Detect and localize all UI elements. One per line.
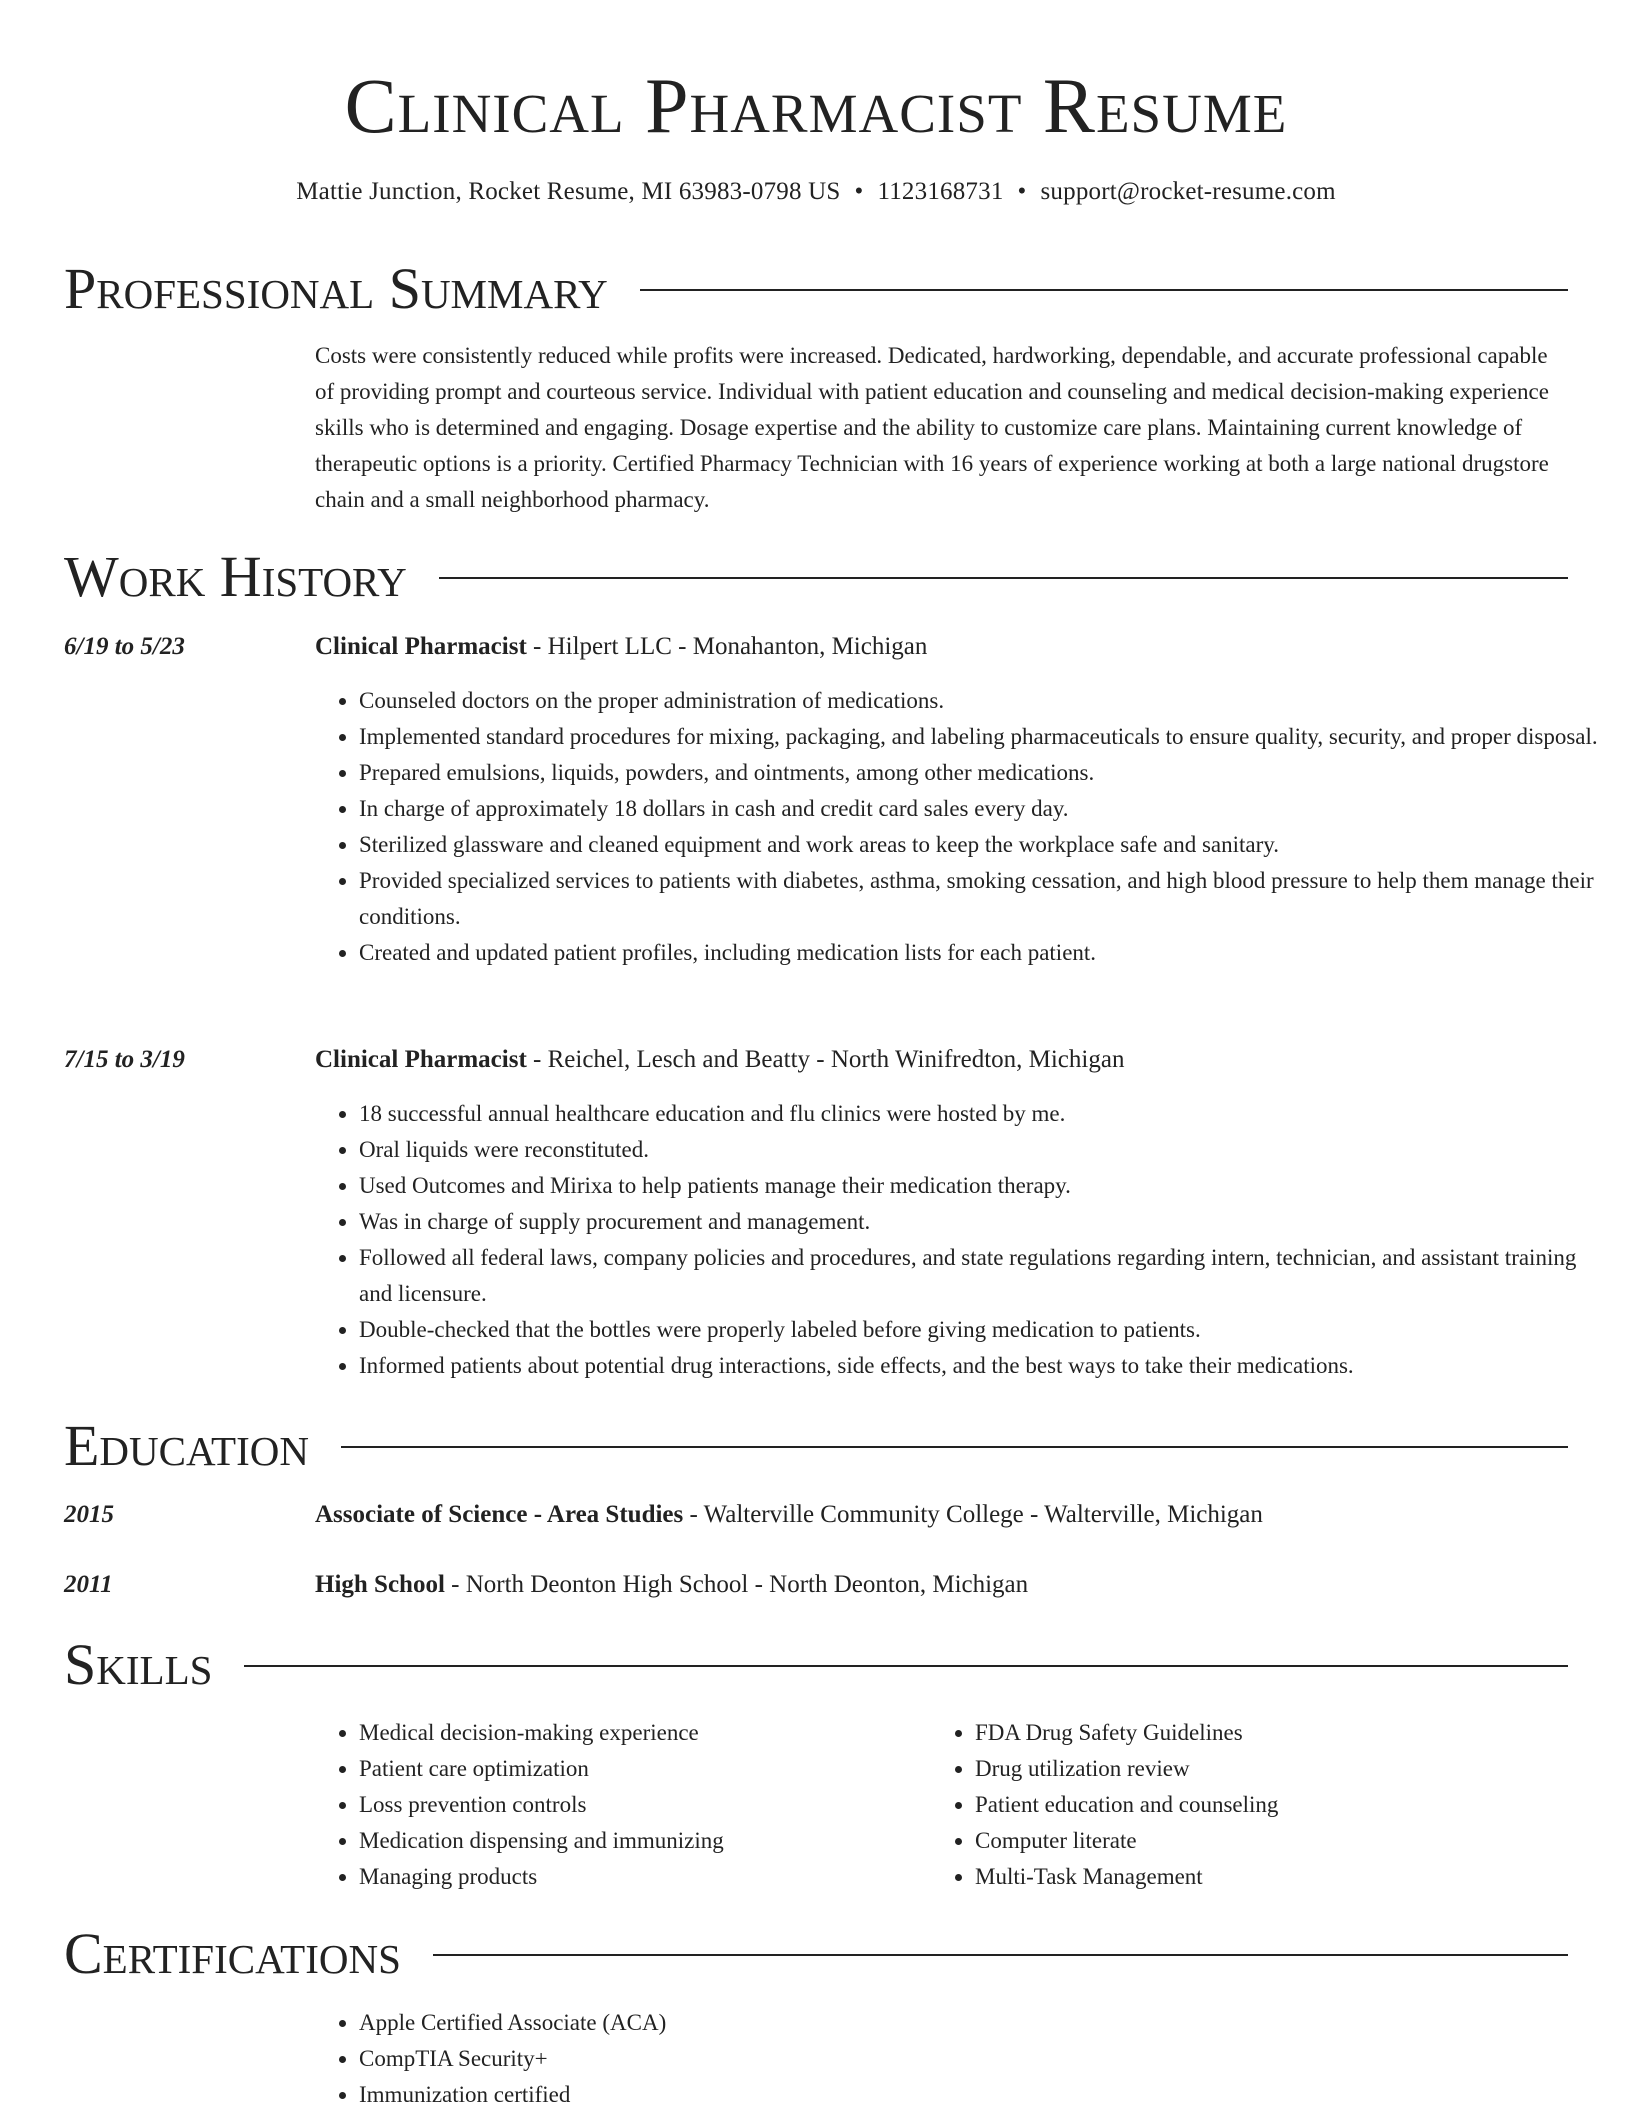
- job-bullets: [315, 683, 1614, 971]
- job-heading: [315, 1042, 1570, 1078]
- resume-title: Clinical Pharmacist Resume: [344, 62, 1288, 149]
- section-header-education: [64, 1411, 1568, 1481]
- section-divider: [640, 289, 1568, 291]
- education-degree: Associate of Science - Area Studies: [315, 1501, 684, 1528]
- summary-text: Costs were consistently reduced while profits were increased. Dedicated, hardworking, dependable, and accurate professional capable of providing prompt and courteous service. Individual with patient education and counseling and medical decision-making experience skills who is determined and engaging. Dosage expertise and the ability to customize care plans. Maintaining current knowledge of therapeutic options is a priority. Certified Pharmacy Technician with 16 years of experience working at both a large national drugstore chain and a small neighborhood pharmacy.: [315, 343, 1549, 512]
- section-title-work: Work History: [64, 544, 407, 609]
- list-item: • Followed all federal laws, company policies and procedures, and state regulations regarding intern, technician, and assistant training and licensure.: [359, 1240, 1614, 1312]
- certification-item: • CompTIA Security+: [359, 2041, 1614, 2077]
- section-header-work: [64, 542, 1568, 612]
- education-details: - North Deonton High School - North Deonton, Michigan: [444, 1571, 1029, 1598]
- list-item: • Implemented standard procedures for mixing, packaging, and labeling pharmaceuticals to ensure quality, security, and proper disposal.: [359, 719, 1614, 755]
- list-item: • Used Outcomes and Mirixa to help patients manage their medication therapy.: [359, 1168, 1614, 1204]
- contact-separator: •: [1017, 178, 1027, 205]
- section-header-skills: [64, 1630, 1568, 1700]
- skill-item: • FDA Drug Safety Guidelines: [975, 1715, 1595, 1751]
- job-details: - Hilpert LLC - Monahanton, Michigan: [526, 633, 928, 660]
- section-header-summary: [64, 254, 1568, 324]
- list-item: • Double-checked that the bottles were properly labeled before giving medication to patients.: [359, 1312, 1614, 1348]
- job-dates: 6/19 to 5/23: [64, 633, 185, 660]
- skills-list-left: [315, 1715, 939, 1895]
- skill-item: • Drug utilization review: [975, 1751, 1595, 1787]
- section-divider: [433, 1954, 1568, 1956]
- list-item: • Prepared emulsions, liquids, powders, and ointments, among other medications.: [359, 755, 1614, 791]
- certification-item: • Apple Certified Associate (ACA): [359, 2005, 1614, 2041]
- list-item: • Counseled doctors on the proper administration of medications.: [359, 683, 1614, 719]
- job-heading: [315, 629, 1570, 665]
- list-item: • 18 successful annual healthcare education and flu clinics were hosted by me.: [359, 1096, 1614, 1132]
- skill-item: • Managing products: [359, 1859, 939, 1895]
- contact-address: Mattie Junction, Rocket Resume, MI 63983-0798 US: [296, 178, 841, 205]
- list-item: • Oral liquids were reconstituted.: [359, 1132, 1614, 1168]
- skill-item: • Patient education and counseling: [975, 1787, 1595, 1823]
- skill-item: • Computer literate: [975, 1823, 1595, 1859]
- list-item: • Informed patients about potential drug interactions, side effects, and the best ways to take their medications.: [359, 1348, 1614, 1384]
- job-details: - Reichel, Lesch and Beatty - North Winifredton, Michigan: [526, 1046, 1125, 1073]
- skill-item: • Patient care optimization: [359, 1751, 939, 1787]
- section-title-certifications: Certifications: [64, 1921, 401, 1986]
- education-year: 2015: [64, 1501, 114, 1528]
- list-item: • In charge of approximately 18 dollars in cash and credit card sales every day.: [359, 791, 1614, 827]
- contact-email: support@rocket-resume.com: [1040, 178, 1336, 205]
- education-year: 2011: [64, 1571, 113, 1598]
- certification-item: • Immunization certified: [359, 2077, 1614, 2113]
- section-title-summary: Professional Summary: [64, 256, 608, 321]
- section-divider: [244, 1665, 1568, 1667]
- education-details: - Walterville Community College - Walterville, Michigan: [683, 1501, 1263, 1528]
- list-item: • Sterilized glassware and cleaned equipment and work areas to keep the workplace safe and sanitary.: [359, 827, 1614, 863]
- list-item: • Created and updated patient profiles, including medication lists for each patient.: [359, 935, 1614, 971]
- job-title: Clinical Pharmacist: [315, 1046, 527, 1073]
- skill-item: • Medication dispensing and immunizing: [359, 1823, 939, 1859]
- list-item: • Provided specialized services to patients with diabetes, asthma, smoking cessation, and high blood pressure to help them manage their conditions.: [359, 863, 1614, 935]
- contact-separator: •: [854, 178, 864, 205]
- skill-item: • Multi-Task Management: [975, 1859, 1595, 1895]
- section-header-certifications: [64, 1919, 1568, 1989]
- job-dates: 7/15 to 3/19: [64, 1046, 185, 1073]
- education-heading: [315, 1567, 1570, 1603]
- section-divider: [439, 577, 1568, 579]
- section-title-skills: Skills: [64, 1632, 213, 1697]
- section-title-education: Education: [64, 1413, 309, 1478]
- contact-phone: 1123168731: [877, 178, 1004, 205]
- job-bullets: [315, 1096, 1614, 1384]
- skill-item: • Loss prevention controls: [359, 1787, 939, 1823]
- certifications-list: [315, 2005, 1614, 2113]
- section-divider: [341, 1446, 1568, 1448]
- contact-line: [0, 174, 1632, 210]
- job-title: Clinical Pharmacist: [315, 633, 527, 660]
- skills-list-right: [931, 1715, 1595, 1895]
- education-degree: High School: [315, 1571, 445, 1598]
- list-item: • Was in charge of supply procurement and management.: [359, 1204, 1614, 1240]
- skill-item: • Medical decision-making experience: [359, 1715, 939, 1751]
- education-heading: [315, 1497, 1570, 1533]
